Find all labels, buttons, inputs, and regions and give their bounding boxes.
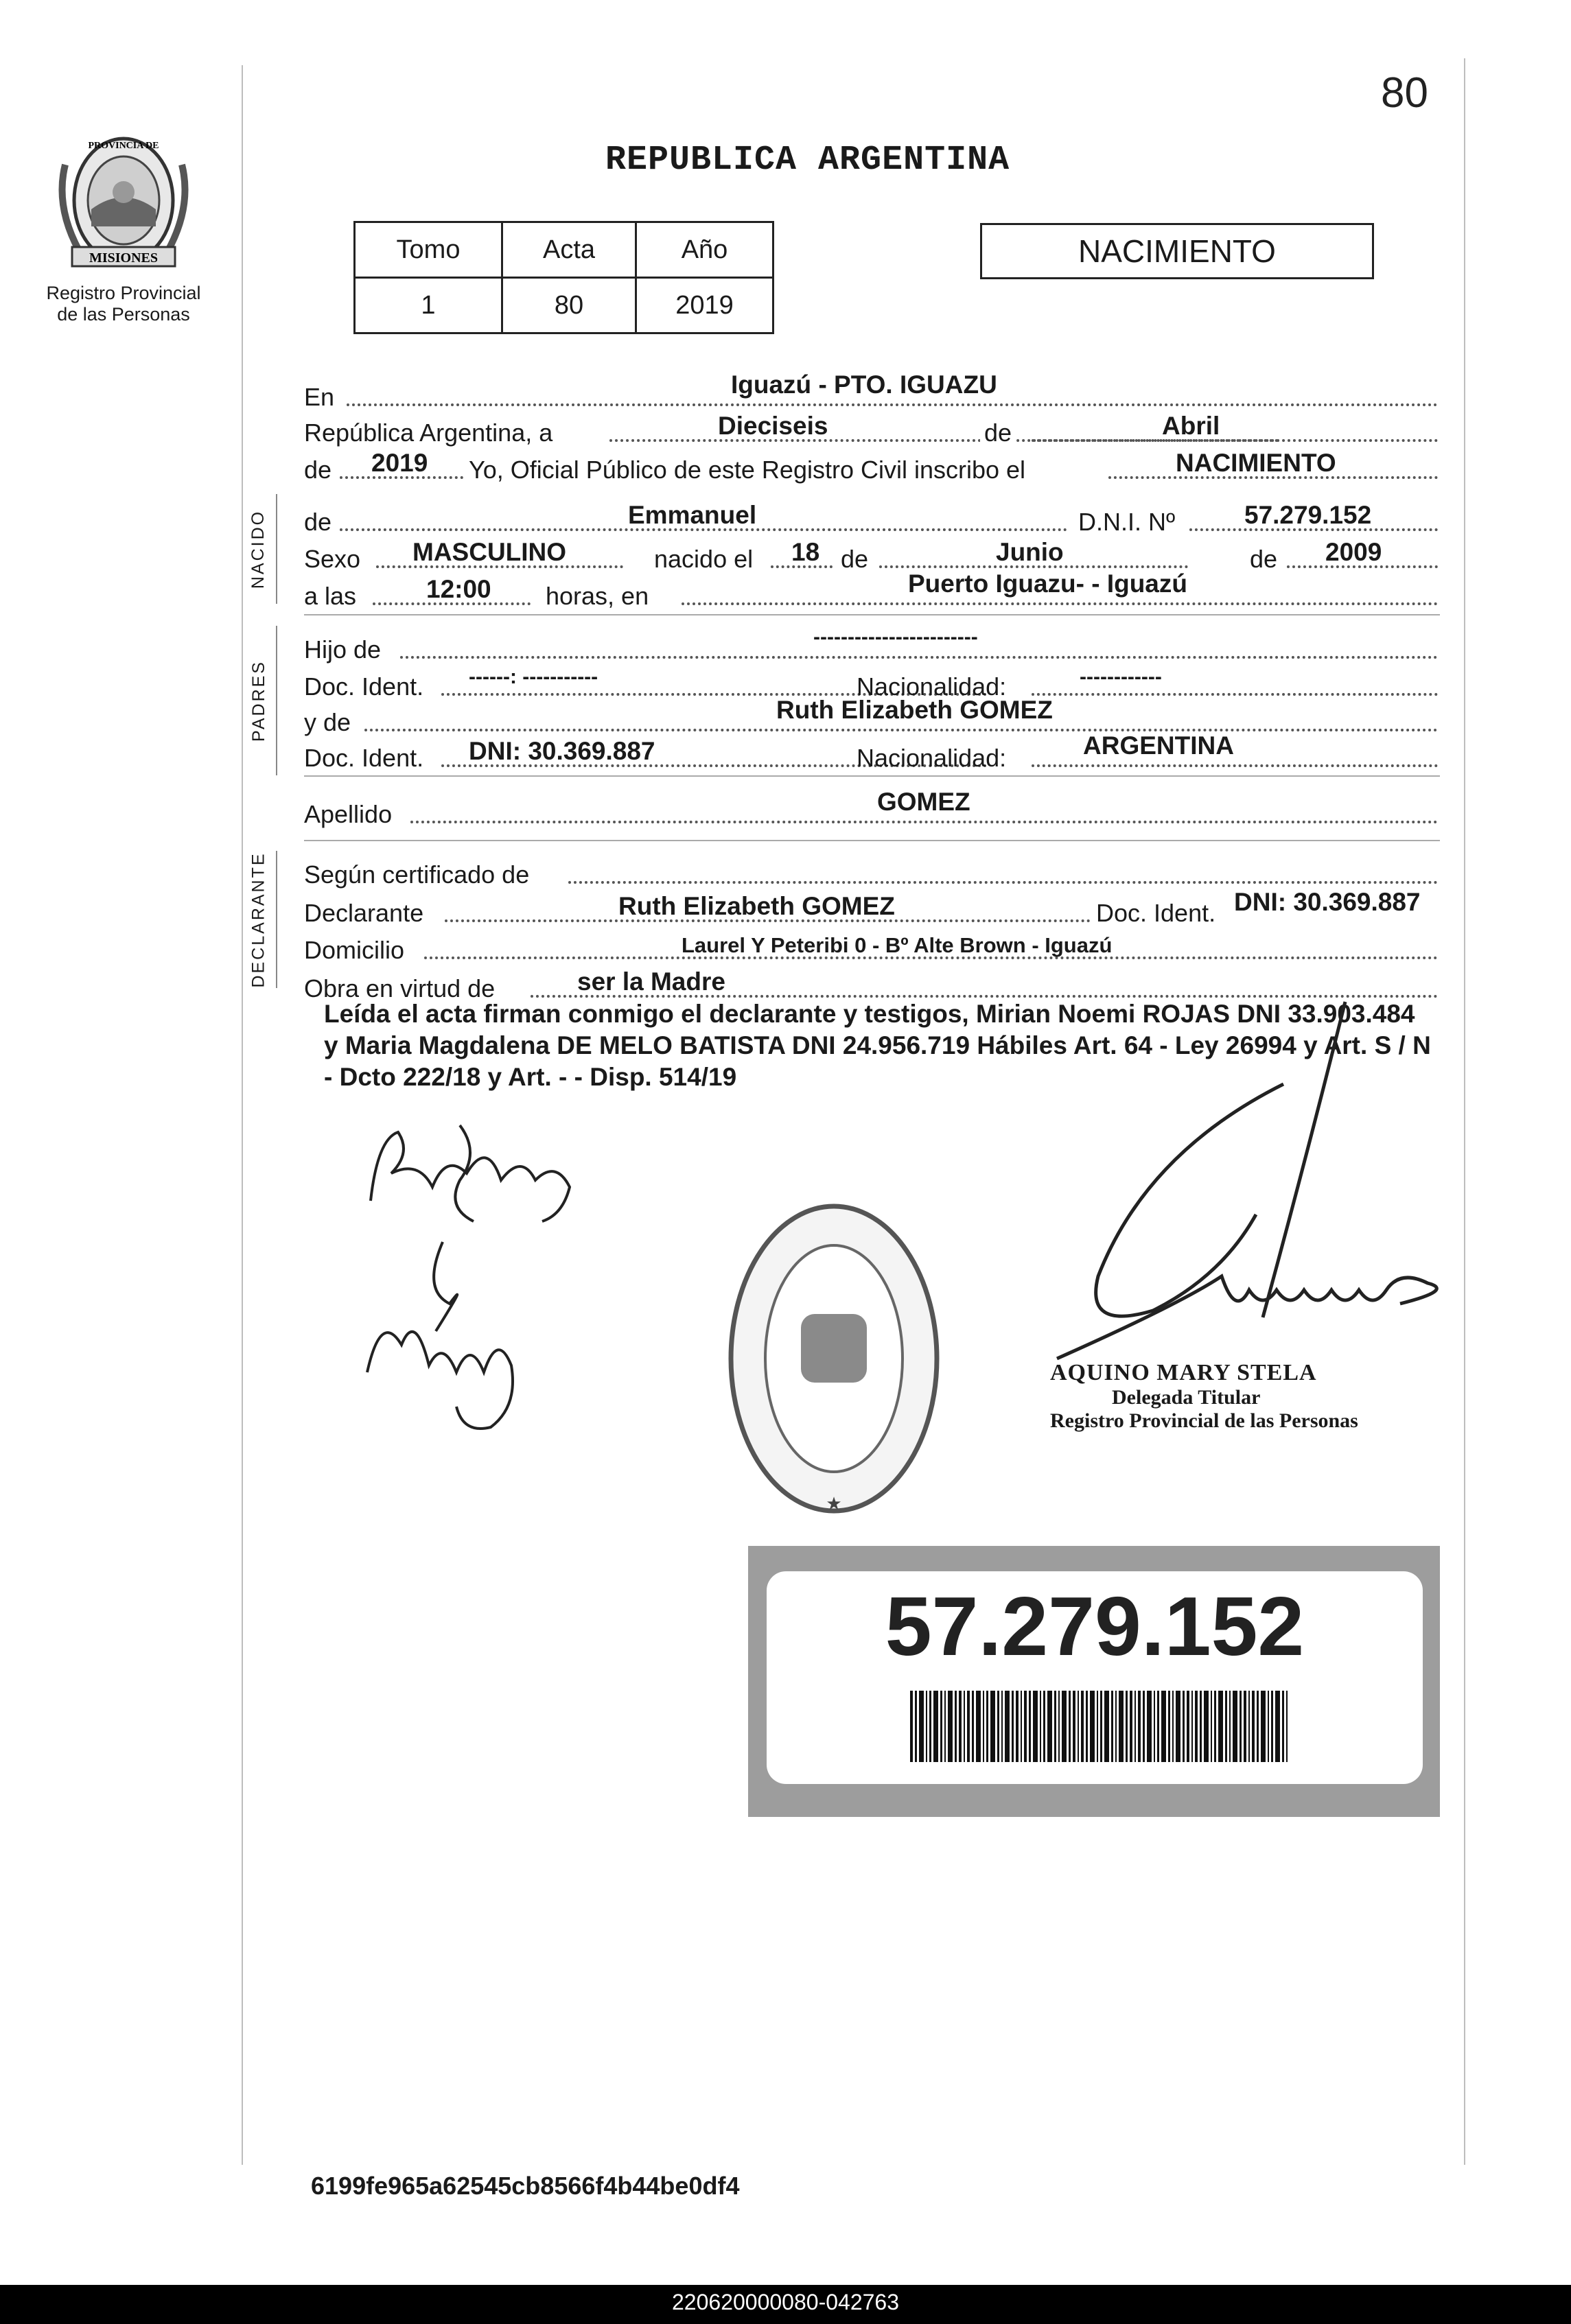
- yde-label: y de: [304, 708, 351, 736]
- inscribo-value: NACIMIENTO: [1176, 449, 1336, 477]
- nombre-label: de: [304, 508, 332, 536]
- alas-label: a las: [304, 582, 357, 610]
- obra-value: ser la Madre: [577, 967, 725, 996]
- horas-label: horas, en: [546, 582, 649, 610]
- separator: [304, 614, 1440, 615]
- en-label: En: [304, 383, 335, 411]
- separator: [304, 840, 1440, 841]
- declarante-label: Declarante: [304, 899, 424, 927]
- barcode-bars: [910, 1691, 1288, 1762]
- dots: [1032, 439, 1438, 442]
- nac2-value: ARGENTINA: [1083, 731, 1234, 760]
- line-domicilio: [304, 924, 1439, 967]
- nombre-value: Emmanuel: [628, 501, 757, 529]
- act-type-box: NACIMIENTO: [980, 223, 1374, 279]
- nacido-dia: 18: [791, 538, 820, 566]
- domicilio-value: Laurel Y Peteribi 0 - Bº Alte Brown - Iguazú: [682, 933, 1113, 957]
- declarante-value: Ruth Elizabeth GOMEZ: [618, 892, 895, 920]
- header-anio: Año: [636, 222, 773, 278]
- nacido-mes: Junio: [996, 538, 1064, 566]
- nac1-value: ------------: [1080, 666, 1162, 688]
- nac2-label: Nacionalidad:: [857, 744, 1007, 772]
- dots: [682, 602, 1438, 605]
- hora-value: 12:00: [426, 575, 491, 603]
- dots: [400, 656, 1438, 659]
- dots: [410, 821, 1438, 823]
- sexo-value: MASCULINO: [412, 538, 567, 566]
- line-hora: [304, 570, 1439, 613]
- seal-text-bottom: MISIONES: [89, 250, 159, 266]
- header-acta: Acta: [502, 222, 636, 278]
- footer-id: 220620000080-042763: [672, 2290, 899, 2314]
- oficial-label: Yo, Oficial Público de este Registro Civil inscribo el: [469, 456, 1026, 484]
- signature-official: [1043, 988, 1496, 1372]
- lugar-value: Puerto Iguazu- - Iguazú: [908, 570, 1187, 598]
- logo-caption: [27, 283, 220, 325]
- obra-label: Obra en virtud de: [304, 974, 496, 1002]
- docident1-label: Doc. Ident.: [304, 672, 424, 701]
- value-tomo: 1: [355, 278, 502, 333]
- left-margin-line: [242, 65, 243, 2165]
- docident2-label: Doc. Ident.: [304, 744, 424, 772]
- docident1-value: ------: -----------: [469, 666, 598, 688]
- section-padres: PADRES: [242, 626, 277, 775]
- sexo-label: Sexo: [304, 545, 361, 573]
- province-seal-logo: [51, 124, 196, 281]
- closing-statement: Leída el acta firman conmigo el declarante y testigos, Mirian Noemi ROJAS DNI 33.903.484 y Maria Magdalena DE MELO BATISTA DNI 24.956.719 Hábiles Art. 64 - Ley 26994 y Art. S / N - Dcto 222/18 y Art. - - Disp. 514/19: [324, 1000, 1431, 1091]
- dots: [1032, 764, 1438, 767]
- dots: [568, 881, 1438, 884]
- signature-declarante: [357, 1112, 590, 1228]
- republica-label: República Argentina, a: [304, 419, 553, 447]
- de4-label: de: [1250, 545, 1278, 573]
- signature-witness: [353, 1235, 539, 1441]
- nacido-label: nacido el: [654, 545, 754, 573]
- dni-label: D.N.I. Nº: [1078, 508, 1176, 536]
- docident3-value: DNI: 30.369.887: [1234, 888, 1421, 916]
- section-nacido: NACIDO: [242, 494, 277, 604]
- dni-value: 57.279.152: [1244, 501, 1372, 529]
- anio-value: 2019: [371, 449, 428, 477]
- madre-value: Ruth Elizabeth GOMEZ: [776, 696, 1053, 724]
- value-acta: 80: [502, 278, 636, 333]
- official-office: Registro Provincial de las Personas: [1050, 1409, 1358, 1432]
- line-anio: [304, 443, 1439, 487]
- separator: [304, 775, 1440, 777]
- hijo-value: ------------------------: [813, 626, 978, 648]
- docident2-value: DNI: 30.369.887: [469, 737, 655, 765]
- round-registry-stamp: [724, 1197, 944, 1520]
- logo-caption-line1: Registro Provincial: [46, 283, 201, 303]
- hijo-label: Hijo de: [304, 635, 382, 664]
- apellido-label: Apellido: [304, 800, 393, 828]
- header-tomo: Tomo: [355, 222, 502, 278]
- de-label: de: [980, 419, 1016, 447]
- domicilio-label: Domicilio: [304, 936, 405, 964]
- registry-table: [353, 221, 774, 334]
- barcode-dni-number: 57.279.152: [885, 1580, 1305, 1673]
- line-certificado: [304, 848, 1439, 892]
- official-stamp: [1050, 1360, 1358, 1433]
- value-anio: 2019: [636, 278, 773, 333]
- apellido-value: GOMEZ: [877, 788, 970, 816]
- official-role: Delegada Titular: [1112, 1386, 1261, 1409]
- page-number: 80: [1381, 69, 1428, 117]
- line-docident2: [304, 731, 1439, 775]
- mes-value: Abril: [1162, 412, 1220, 440]
- document-title: REPUBLICA ARGENTINA: [605, 141, 1010, 180]
- line-apellido: [304, 788, 1439, 832]
- official-name: AQUINO MARY STELA: [1050, 1360, 1317, 1385]
- seal-text-top: PROVINCIA DE: [88, 141, 159, 151]
- svg-text:★: ★: [826, 1493, 842, 1514]
- docident3-label: Doc. Ident.: [1092, 899, 1220, 928]
- logo-caption-line2: de las Personas: [57, 304, 190, 325]
- en-value: Iguazú - PTO. IGUAZU: [731, 371, 997, 399]
- nacido-anio: 2009: [1325, 538, 1382, 566]
- de2-label: de: [304, 456, 332, 484]
- nac1-label: Nacionalidad:: [857, 672, 1007, 701]
- document-hash: 6199fe965a62545cb8566f4b44be0df4: [311, 2172, 740, 2200]
- section-declarante: DECLARANTE: [242, 851, 277, 988]
- certificado-label: Según certificado de: [304, 860, 530, 889]
- de3-label: de: [841, 545, 869, 573]
- dia-value: Dieciseis: [718, 412, 828, 440]
